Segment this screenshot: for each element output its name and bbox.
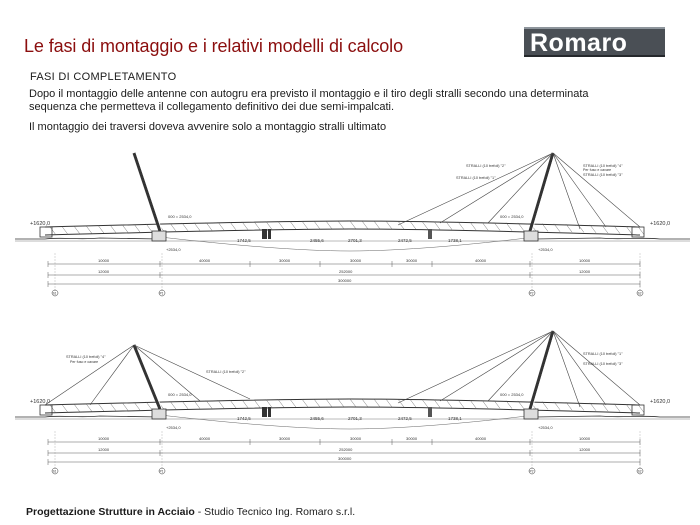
footer — [26, 506, 355, 518]
dim-label-row2: 12000 — [579, 269, 591, 274]
deck-web-member — [638, 405, 644, 413]
deck-web-member — [62, 227, 68, 235]
bridge-elevation-top — [15, 153, 690, 296]
deck-web-member — [626, 404, 632, 412]
pier-cap-right — [524, 231, 538, 241]
pylon-tag-right: 000 = 2534,0 — [500, 214, 524, 219]
deck-web-member — [266, 221, 272, 229]
deck-web-member — [422, 221, 428, 229]
deck-dimension: 2455,6 — [310, 416, 324, 421]
dim-label-total: 300000 — [338, 456, 352, 461]
deck-web-member — [314, 399, 320, 407]
dim-label-row1: 40000 — [199, 258, 211, 263]
deck-web-member — [434, 399, 440, 407]
deck-dimension: 1742,5 — [237, 416, 251, 421]
grid-axis-label: S1 — [52, 291, 57, 296]
temporary-support-2 — [268, 229, 271, 239]
pier-cap-right — [524, 409, 538, 419]
deck-dimension: 2455,6 — [310, 238, 324, 243]
deck-web-member — [254, 222, 260, 230]
pylon-tag-right: 000 = 2534,0 — [500, 392, 524, 397]
ground-line-left — [15, 416, 160, 417]
stay-cable — [398, 331, 553, 403]
footer-company: Progettazione Strutture in Acciaio — [26, 506, 195, 518]
deck-bottom-chord — [45, 229, 640, 235]
paragraph-2: Il montaggio dei traversi doveva avvenire solo a montaggio stralli ultimato — [29, 121, 387, 133]
temporary-support-2 — [268, 407, 271, 417]
deck-web-member — [122, 224, 128, 232]
deck-web-member — [74, 404, 80, 412]
paragraph-1-line-2: sequenza che permetteva il collegamento definitivo dei due semi-impalcati. — [29, 101, 395, 113]
deck-web-member — [62, 405, 68, 413]
cable-note: STRALLI (10 trefoli) "4" — [583, 164, 623, 168]
bridge-elevation-bottom — [15, 331, 690, 474]
stay-cable — [553, 331, 606, 405]
dim-label-row1: 10000 — [579, 436, 591, 441]
deck-dimension: 1738,1 — [448, 416, 462, 421]
dim-label-row1: 30000 — [279, 436, 291, 441]
deck-web-member — [446, 400, 452, 408]
deck-web-member — [326, 399, 332, 407]
temporary-support-3 — [428, 229, 432, 239]
deck-web-member — [146, 224, 152, 232]
pylon-left-highlight — [136, 345, 162, 409]
deck-web-member — [98, 225, 104, 233]
dim-label-total: 300000 — [338, 278, 352, 283]
cable-note-sub: Per fuso e cavare — [70, 360, 99, 364]
deck-web-member — [338, 221, 344, 229]
deck-web-member — [314, 221, 320, 229]
cable-note: STRALLI (10 trefoli) "3" — [583, 362, 623, 366]
temporary-support-3 — [428, 407, 432, 417]
grid-axis-label: P2 — [529, 291, 534, 296]
deck-web-member — [386, 221, 392, 229]
deck-web-member — [218, 222, 224, 230]
grid-axis-label: S1 — [52, 469, 57, 474]
deck-web-member — [290, 399, 296, 407]
deck-web-member — [74, 226, 80, 234]
footer-studio: - Studio Tecnico Ing. Romaro s.r.l. — [194, 506, 356, 518]
stay-cable — [45, 345, 134, 405]
deck-web-member — [218, 400, 224, 408]
level-label-left: +1620,0 — [30, 221, 51, 227]
grid-axis-label: P1 — [159, 291, 164, 296]
cable-note: STRALLI (10 trefoli) "1" — [456, 176, 496, 180]
dim-label-row1: 10000 — [579, 258, 591, 263]
pier-elevation-left: +2534,0 — [166, 425, 181, 430]
grid-axis-label: P1 — [159, 469, 164, 474]
deck-top-chord — [45, 399, 640, 405]
deck-web-member — [230, 222, 236, 230]
deck-web-member — [326, 221, 332, 229]
deck-web-member — [50, 227, 56, 235]
level-label-right: +1620,0 — [650, 399, 671, 405]
deck-web-member — [626, 226, 632, 234]
deck-dimension: 1742,5 — [237, 238, 251, 243]
deck-web-member — [122, 402, 128, 410]
ground-line-right — [535, 238, 690, 239]
pylon-left-highlight — [136, 153, 162, 231]
pier-cap-left — [152, 409, 166, 419]
deck-dimension: 2701,3 — [348, 238, 362, 243]
dim-label-row1: 40000 — [475, 258, 487, 263]
deck-web-member — [134, 224, 140, 232]
deck-dimension: 2472,5 — [398, 238, 412, 243]
deck-web-member — [410, 221, 416, 229]
dim-label-row1: 30000 — [350, 436, 362, 441]
deck-dimension: 2472,5 — [398, 416, 412, 421]
grid-axis-label: P2 — [529, 469, 534, 474]
bridge-drawings — [0, 141, 700, 496]
section-heading: FASI DI COMPLETAMENTO — [30, 71, 177, 83]
deck-web-member — [350, 221, 356, 229]
grid-axis-label: S2 — [637, 291, 642, 296]
cable-note: STRALLI (10 trefoli) "2" — [206, 370, 246, 374]
deck-web-member — [134, 402, 140, 410]
ground-line-right — [535, 416, 690, 417]
abutment-left — [40, 227, 52, 237]
deck-web-member — [146, 402, 152, 410]
paragraph-1-line-1: Dopo il montaggio delle antenne con autogru era previsto il montaggio e il tiro degli stralli secondo una determinata — [29, 88, 589, 100]
temporary-support-1 — [262, 229, 267, 239]
deck-web-member — [86, 226, 92, 234]
deck-web-member — [242, 400, 248, 408]
deck-web-member — [374, 221, 380, 229]
deck-web-member — [98, 403, 104, 411]
dim-label-row1: 30000 — [279, 258, 291, 263]
deck-web-member — [434, 221, 440, 229]
abutment-left — [40, 405, 52, 415]
dim-label-row2: 12000 — [98, 447, 110, 452]
deck-web-member — [410, 399, 416, 407]
deck-web-member — [362, 221, 368, 229]
deck-dimension: 1738,1 — [448, 238, 462, 243]
ground-line-left — [15, 238, 160, 239]
deck-web-member — [110, 225, 116, 233]
deck-web-member — [638, 227, 644, 235]
pier-elevation-right: +2534,0 — [538, 425, 553, 430]
deck-web-member — [266, 399, 272, 407]
deck-web-member — [278, 221, 284, 229]
dim-label-row1: 30000 — [406, 258, 418, 263]
dim-label-row2: 252000 — [339, 447, 353, 452]
pylon-left — [134, 345, 160, 409]
dim-label-row1: 40000 — [475, 436, 487, 441]
pier-elevation-left: +2534,0 — [166, 247, 181, 252]
temporary-support-1 — [262, 407, 267, 417]
pylon-right-highlight — [532, 153, 555, 231]
stay-cable — [90, 345, 134, 405]
level-label-right: +1620,0 — [650, 221, 671, 227]
pylon-left — [134, 153, 160, 231]
cable-note: STRALLI (10 trefoli) "2" — [466, 164, 506, 168]
dim-label-row2: 12000 — [579, 447, 591, 452]
deck-web-member — [422, 399, 428, 407]
deck-bottom-chord — [45, 407, 640, 413]
deck-web-member — [230, 400, 236, 408]
dim-label-row1: 30000 — [406, 436, 418, 441]
pier-cap-left — [152, 231, 166, 241]
cable-note: STRALLI (10 trefoli) "3" — [583, 173, 623, 177]
dim-label-row2: 252000 — [339, 269, 353, 274]
pylon-tag-left: 000 = 2534,0 — [168, 214, 192, 219]
grid-axis-label: S2 — [637, 469, 642, 474]
deck-web-member — [110, 403, 116, 411]
deck-web-member — [50, 405, 56, 413]
dim-label-row2: 12000 — [98, 269, 110, 274]
slide-title: Le fasi di montaggio e i relativi modelli di calcolo — [24, 36, 403, 56]
pylon-right — [530, 331, 553, 409]
cable-note: STRALLI (10 trefoli) "4" — [66, 355, 106, 359]
dim-label-row1: 40000 — [199, 436, 211, 441]
level-label-left: +1620,0 — [30, 399, 51, 405]
deck-web-member — [446, 222, 452, 230]
deck-web-member — [302, 221, 308, 229]
deck-web-member — [374, 399, 380, 407]
deck-web-member — [278, 399, 284, 407]
pylon-right — [530, 153, 553, 231]
paragraph-1 — [29, 88, 669, 114]
dim-label-row1: 10000 — [98, 258, 110, 263]
logo-text: Romaro — [530, 29, 628, 57]
deck-web-member — [302, 399, 308, 407]
deck-web-member — [86, 404, 92, 412]
dim-label-row1: 10000 — [98, 436, 110, 441]
cable-note: STRALLI (10 trefoli) "1" — [583, 352, 623, 356]
deck-web-member — [362, 399, 368, 407]
deck-web-member — [386, 399, 392, 407]
deck-top-chord — [45, 221, 640, 227]
pylon-tag-left: 000 = 2534,0 — [168, 392, 192, 397]
deck-web-member — [338, 399, 344, 407]
pier-elevation-right: +2534,0 — [538, 247, 553, 252]
dim-label-row1: 30000 — [350, 258, 362, 263]
pylon-right-highlight — [532, 331, 555, 409]
deck-web-member — [290, 221, 296, 229]
deck-dimension: 2701,3 — [348, 416, 362, 421]
romaro-logo — [524, 27, 665, 57]
cable-note-sub: Per fuso e cavare — [583, 168, 612, 172]
deck-web-member — [350, 399, 356, 407]
deck-web-member — [254, 400, 260, 408]
deck-web-member — [242, 222, 248, 230]
